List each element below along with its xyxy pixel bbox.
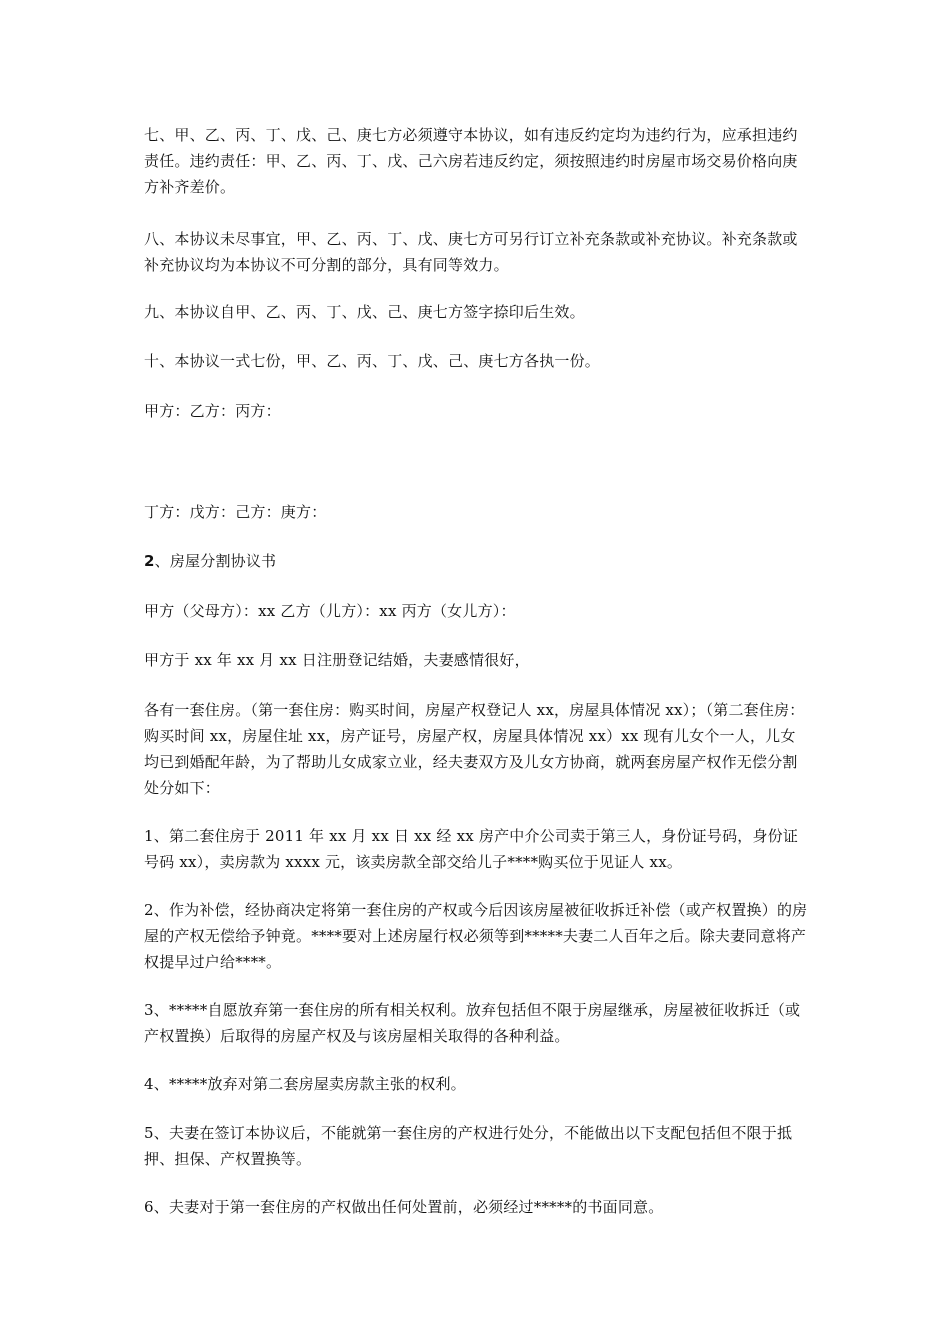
- signature-line-1: 甲方：乙方：丙方：: [144, 402, 281, 420]
- section-2-heading-number: 2: [144, 552, 155, 570]
- intro-paragraph-2: 各有一套住房。（第一套住房：购买时间，房屋产权登记人 xx，房屋具体情况 xx）；（第二套住房：购买时间 xx，房屋住址 xx，房产证号，房屋产权，房屋具体情况 xx）xx 现有儿女个一人，儿女均已到婚配年龄，为了帮助儿女成家立业，经夫妻双方及儿女方协商，就两套房屋产权作无偿分割处分如下：: [144, 701, 805, 797]
- section-2-heading: [144, 548, 810, 574]
- section-2-heading-text: 、房屋分割协议书: [154, 552, 277, 570]
- item-4: 4、*****放弃对第二套房屋卖房款主张的权利。: [144, 1075, 466, 1093]
- item-5: 5、夫妻在签订本协议后，不能就第一套住房的产权进行处分，不能做出以下支配包括但不限于抵押、担保、产权置换等。: [144, 1124, 793, 1168]
- item-6: 6、夫妻对于第一套住房的产权做出任何处置前，必须经过*****的书面同意。: [144, 1198, 664, 1216]
- item-1: 1、第二套住房于 2011 年 xx 月 xx 日 xx 经 xx 房产中介公司卖于第三人，身份证号码，身份证号码 xx），卖房款为 xxxx 元，该卖房款全部交给儿子****购买位于见证人 xx。: [144, 827, 799, 871]
- item-2: 2、作为补偿，经协商决定将第一套住房的产权或今后因该房屋被征收拆迁补偿（或产权置换）的房屋的产权无偿给予钟竟。****要对上述房屋行权必须等到*****夫妻二人百年之后。除夫妻同意将产权提早过户给****。: [144, 901, 808, 971]
- clause-8: 八、本协议未尽事宜，甲、乙、丙、丁、戊、庚七方可另行订立补充条款或补充协议。补充条款或补充协议均为本协议不可分割的部分，具有同等效力。: [144, 230, 798, 274]
- intro-paragraph-1: 甲方于 xx 年 xx 月 xx 日注册登记结婚，夫妻感情很好，: [144, 651, 530, 669]
- item-3: 3、*****自愿放弃第一套住房的所有相关权利。放弃包括但不限于房屋继承，房屋被征收拆迁（或产权置换）后取得的房屋产权及与该房屋相关取得的各种利益。: [144, 1001, 801, 1045]
- clause-9: 九、本协议自甲、乙、丙、丁、戊、己、庚七方签字捺印后生效。: [144, 303, 585, 321]
- signature-line-2: 丁方：戊方：己方：庚方：: [144, 503, 327, 521]
- clause-10: 十、本协议一式七份，甲、乙、丙、丁、戊、己、庚七方各执一份。: [144, 352, 601, 370]
- parties-line: 甲方（父母方）：xx 乙方（儿方）：xx 丙方（女儿方）：: [144, 602, 516, 620]
- clause-7: 七、甲、乙、丙、丁、戊、己、庚七方必须遵守本协议，如有违反约定均为违约行为，应承担违约责任。违约责任：甲、乙、丙、丁、戊、己六房若违反约定，须按照违约时房屋市场交易价格向庚方补齐差价。: [144, 126, 798, 196]
